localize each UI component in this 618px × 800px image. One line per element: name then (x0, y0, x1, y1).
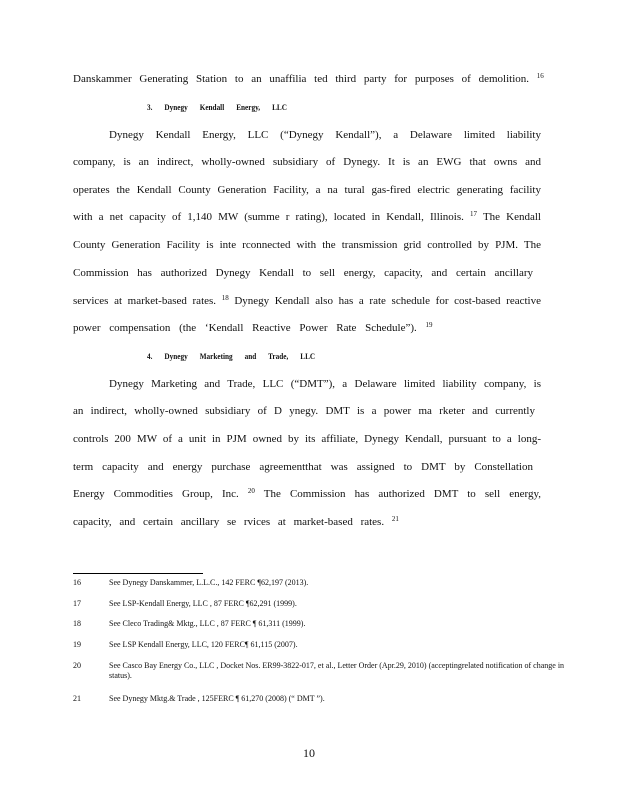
footnote-text: See LSP Kendall Energy, LLC, 120 FERC¶ 61,115 (2007). (109, 640, 298, 649)
body-line: Danskammer Generating Station to an unaffilia ted third party for purposes of demolition. $^{16}$ (73, 72, 544, 85)
section-heading-4: 4. Dynegy Marketing and Trade, LLC (147, 351, 316, 361)
body-line: County Generation Facility is inte rconnected with the transmission grid controlled by PJM. The (73, 239, 541, 251)
footnote-text: See Cleco Trading& Mktg., LLC , 87 FERC ¶ 61,311 (1999). (109, 619, 306, 628)
body-line: term capacity and energy purchase agreementthat was assigned to DMT by Constellation (73, 461, 533, 473)
footnote-text: See Dynegy Mktg.& Trade , 125FERC ¶ 61,270 (2008) (“ DMT ”). (109, 694, 325, 703)
body-line: an indirect, wholly-owned subsidiary of D ynegy. DMT is a power ma rketer and currently (73, 405, 535, 417)
body-line: Commission has authorized Dynegy Kendall to sell energy, capacity, and certain ancillary (73, 267, 533, 279)
body-line: operates the Kendall County Generation Facility, a na tural gas-fired electric generating facility (73, 184, 541, 196)
footnote-text: See LSP-Kendall Energy, LLC , 87 FERC ¶62,291 (1999). (109, 599, 297, 608)
footnote-text: See Casco Bay Energy Co., LLC , Docket Nos. ER99-3822-017, et al., Letter Order (Apr.29, 2010) (acceptingrelated notification of change in status). (109, 661, 565, 680)
footnote-ref: 19 (425, 321, 433, 329)
body-line: Dynegy Marketing and Trade, LLC (“DMT”), a Delaware limited liability company, is (109, 378, 541, 390)
body-line: with a net capacity of 1,140 MW (summe r rating), located in Kendall, Illinois. $^{17}$ The Kendall (73, 210, 541, 223)
body-line: Dynegy Kendall Energy, LLC (“Dynegy Kendall”), a Delaware limited liability (109, 129, 541, 141)
footnote-ref: 20 (247, 487, 255, 495)
footnote-number: 19 (73, 640, 81, 649)
footnote-ref: 17 (470, 210, 478, 218)
footnote-text: See Dynegy Danskammer, L.L.C., 142 FERC ¶62,197 (2013). (109, 578, 309, 587)
footnote-separator (73, 573, 203, 574)
body-line: power compensation (the ‘Kendall Reactive Power Rate Schedule”). $^{19}$ (73, 321, 433, 334)
body-line: services at market-based rates. $^{18}$ Dynegy Kendall also has a rate schedule for cost-based reactive (73, 294, 541, 307)
footnote-number: 16 (73, 578, 81, 587)
footnote-number: 18 (73, 619, 81, 628)
body-line: controls 200 MW of a unit in PJM owned by its affiliate, Dynegy Kendall, pursuant to a long- (73, 433, 541, 445)
footnote-ref: 21 (391, 515, 399, 523)
body-line: company, is an indirect, wholly-owned subsidiary of Dynegy. It is an EWG that owns and (73, 156, 541, 168)
section-heading-3: 3. Dynegy Kendall Energy, LLC (147, 102, 287, 112)
footnote-ref: 16 (536, 72, 544, 80)
footnote-ref: 18 (221, 294, 229, 302)
body-line: Energy Commodities Group, Inc. $^{20}$ The Commission has authorized DMT to sell energy, (73, 487, 542, 500)
page-number: 10 (303, 746, 315, 760)
footnote-number: 17 (73, 599, 81, 608)
footnote-number: 21 (73, 694, 81, 703)
footnote-number: 20 (73, 661, 81, 670)
body-line: capacity, and certain ancillary se rvices at market-based rates. $^{21}$ (73, 515, 399, 528)
